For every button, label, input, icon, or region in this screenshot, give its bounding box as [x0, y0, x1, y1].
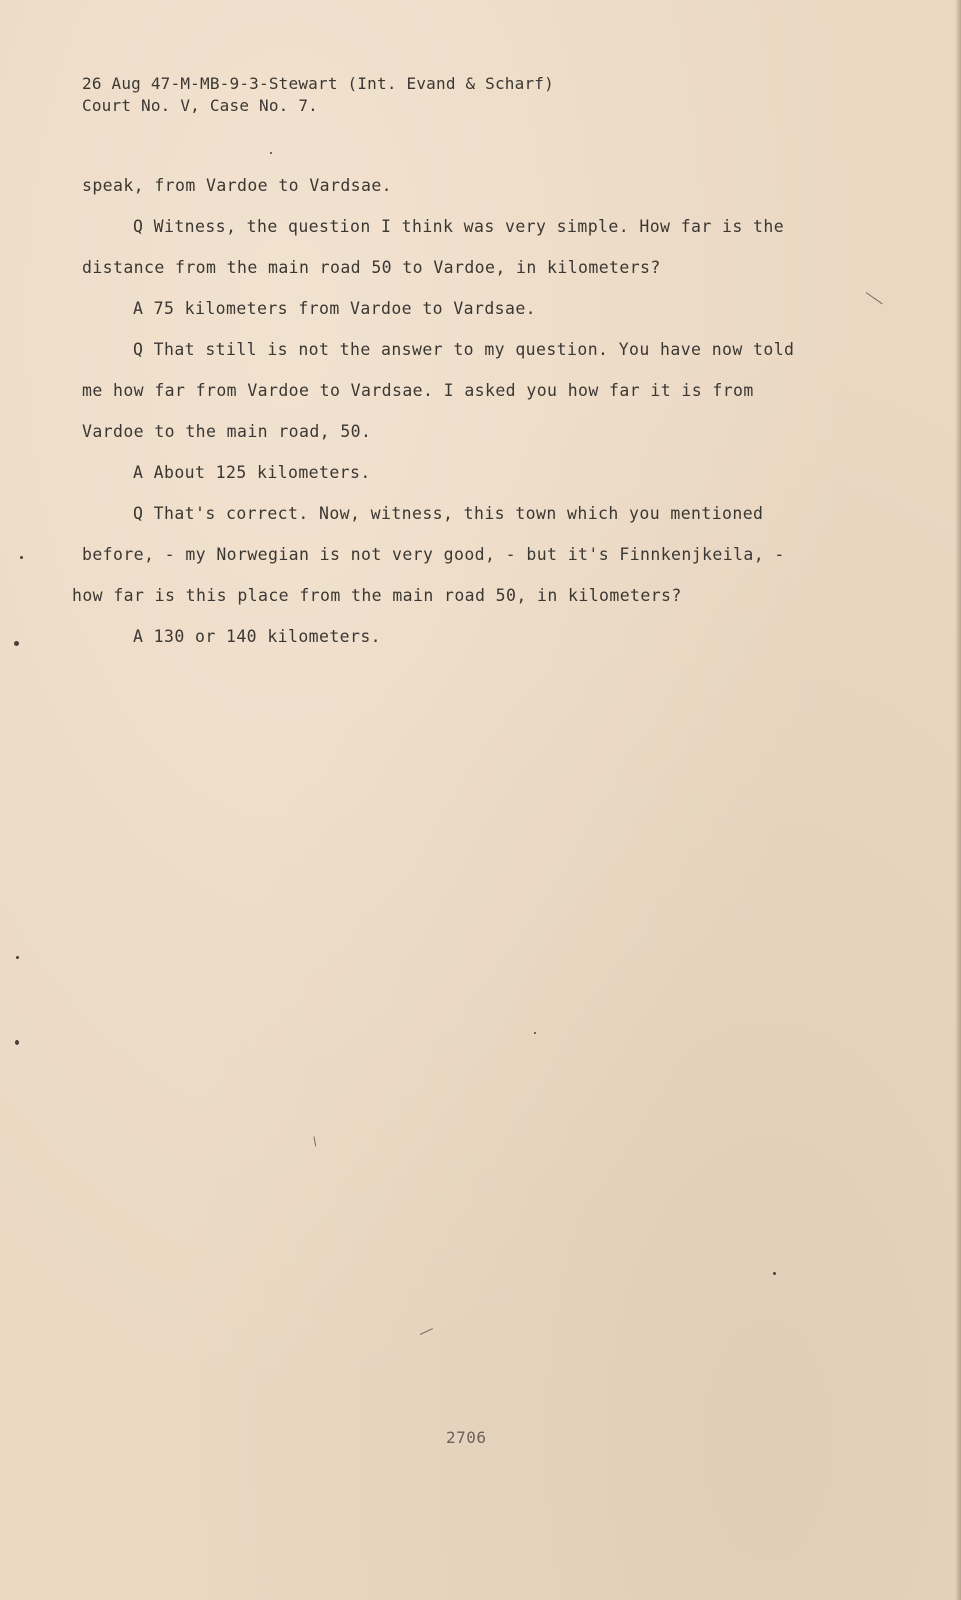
- paper-scratch: [866, 292, 883, 304]
- paper-speck: [15, 1040, 19, 1045]
- page-number: 2706: [446, 1428, 487, 1447]
- body-line-2: Q Witness, the question I think was very simple. How far is the: [133, 217, 785, 236]
- body-line-5: Q That still is not the answer to my question. You have now told: [133, 340, 795, 359]
- body-line-3: distance from the main road 50 to Vardoe, in kilometers?: [82, 258, 661, 277]
- header-line-1: 26 Aug 47-M-MB-9-3-Stewart (Int. Evand & Scharf): [82, 74, 554, 93]
- paper-speck: [534, 1032, 536, 1034]
- paper-scratch: [314, 1136, 317, 1146]
- body-line-12: A 130 or 140 kilometers.: [133, 627, 382, 646]
- page-edge-shadow: [955, 0, 961, 1600]
- body-line-10: before, - my Norwegian is not very good, - but it's Finnkenjkeila, -: [82, 545, 785, 564]
- body-line-8: A About 125 kilometers.: [133, 463, 371, 482]
- body-line-1: speak, from Vardoe to Vardsae.: [82, 176, 393, 195]
- header-line-2: Court No. V, Case No. 7.: [82, 96, 318, 115]
- body-line-6: me how far from Vardoe to Vardsae. I asked you how far it is from: [82, 381, 754, 400]
- paper-scratch: [420, 1328, 433, 1335]
- body-line-4: A 75 kilometers from Vardoe to Vardsae.: [133, 299, 537, 318]
- paper-speck: [14, 641, 19, 646]
- body-line-9: Q That's correct. Now, witness, this town which you mentioned: [133, 504, 764, 523]
- paper-speck: [16, 956, 19, 959]
- document-header: [82, 73, 554, 117]
- body-line-7: Vardoe to the main road, 50.: [82, 422, 372, 441]
- body-line-11: how far is this place from the main road 50, in kilometers?: [72, 586, 682, 605]
- paper-speck: [270, 152, 272, 154]
- paper-speck: [20, 556, 23, 559]
- paper-speck: [773, 1272, 776, 1275]
